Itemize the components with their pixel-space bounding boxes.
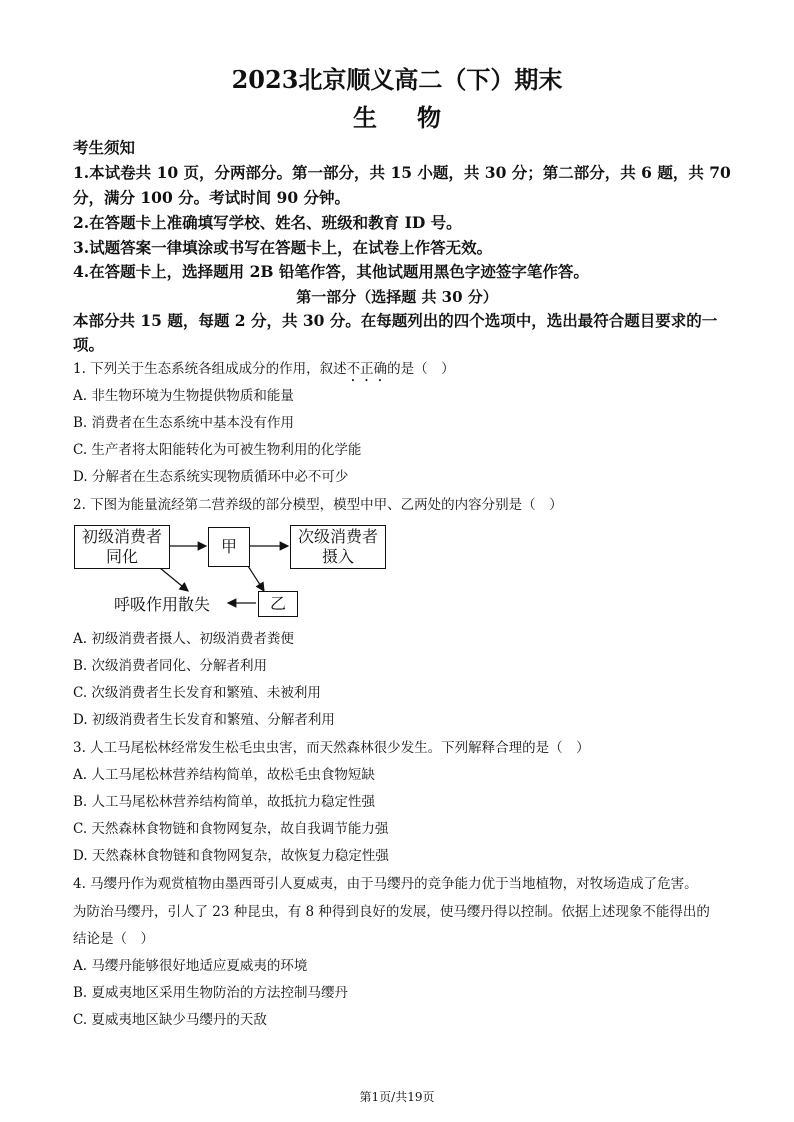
question-4-stem: 结论是（ ） bbox=[73, 931, 154, 947]
exam-title: 2023北京顺义高二（下）期末 bbox=[231, 65, 563, 94]
option-d: D. 初级消费者生长发育和繁殖、分解者利用 bbox=[73, 712, 335, 728]
option-a: A. 初级消费者摄人、初级消费者粪便 bbox=[73, 631, 294, 647]
option-a: A. 人工马尾松林营养结构简单，故松毛虫食物短缺 bbox=[73, 767, 375, 783]
question-1-stem bbox=[73, 357, 455, 385]
box-label: 乙 bbox=[269, 594, 286, 613]
box-primary-consumer-assimilation bbox=[74, 525, 170, 569]
arrow-a-to-resp bbox=[160, 568, 188, 591]
option-b: B. 人工马尾松林营养结构简单，故抵抗力稳定性强 bbox=[73, 794, 376, 810]
question-2-stem: 2. 下图为能量流经第二营养级的部分模型，模型中甲、乙两处的内容分别是（ ） bbox=[73, 497, 563, 513]
box-label: 摄入 bbox=[321, 547, 354, 566]
box-label: 甲 bbox=[220, 537, 237, 556]
option-a: A. 马缨丹能够很好地适应夏威夷的环境 bbox=[73, 958, 308, 974]
question-4-stem: 为防治马缨丹，引人了 23 种昆虫，有 8 种得到良好的发展，使马缨丹得以控制。依据上述现象不能得出的 bbox=[73, 904, 710, 920]
section-intro: 本部分共 15 题，每题 2 分，共 30 分。在每题列出的四个选项中，选出最符合题目要求的一 bbox=[73, 311, 718, 330]
arrow-jia-to-yi bbox=[248, 566, 264, 591]
option-d: D. 分解者在生态系统实现物质循环中必不可少 bbox=[73, 469, 349, 485]
question-3-stem: 3. 人工马尾松林经常发生松毛虫虫害，而天然森林很少发生。下列解释合理的是（ ） bbox=[73, 740, 590, 756]
subject-title: 生物 bbox=[353, 103, 481, 132]
option-b: B. 次级消费者同化、分解者利用 bbox=[73, 658, 268, 674]
box-yi bbox=[258, 591, 298, 617]
question-4-stem: 4. 马缨丹作为观赏植物由墨西哥引人夏威夷，由于马缨丹的竞争能力优于当地植物，对牧场造成了危害。 bbox=[73, 876, 698, 892]
option-a: A. 非生物环境为生物提供物质和能量 bbox=[73, 388, 294, 404]
box-label: 初级消费者 bbox=[81, 527, 162, 546]
section-title: 第一部分（选择题 共 30 分） bbox=[296, 288, 498, 306]
option-b: B. 消费者在生态系统中基本没有作用 bbox=[73, 415, 295, 431]
option-c: C. 生产者将太阳能转化为可被生物利用的化学能 bbox=[73, 442, 362, 458]
option-c: C. 天然森林食物链和食物网复杂，故自我调节能力强 bbox=[73, 821, 389, 837]
box-label: 次级消费者 bbox=[297, 527, 378, 546]
stem-text: 1. 下列关于生态系统各组成成分的作用，叙述 bbox=[73, 361, 347, 377]
page-number: 第1页/共19页 bbox=[359, 1090, 435, 1104]
option-b: B. 夏威夷地区采用生物防治的方法控制马缨丹 bbox=[73, 985, 349, 1001]
notice-line: 4.在答题卡上，选择题用 2B 铅笔作答，其他试题用黑色字迹签字笔作答。 bbox=[73, 262, 589, 281]
option-d: D. 天然森林食物链和食物网复杂，故恢复力稳定性强 bbox=[73, 848, 389, 864]
option-c: C. 次级消费者生长发育和繁殖、未被利用 bbox=[73, 685, 321, 701]
notice-line: 分，满分 100 分。考试时间 90 分钟。 bbox=[73, 188, 351, 207]
box-secondary-consumer-intake bbox=[290, 525, 386, 569]
notice-line: 1.本试卷共 10 页，分两部分。第一部分，共 15 小题，共 30 分；第二部分，共 6 题，共 70 bbox=[73, 163, 731, 182]
option-c: C. 夏威夷地区缺少马缨丹的天敌 bbox=[73, 1012, 267, 1028]
box-label: 同化 bbox=[105, 547, 138, 566]
box-jia bbox=[208, 527, 250, 567]
respiration-label: 呼吸作用散失 bbox=[114, 595, 211, 614]
section-intro: 项。 bbox=[73, 335, 105, 354]
notice-line: 2.在答题卡上准确填写学校、姓名、班级和教育 ID 号。 bbox=[73, 213, 462, 232]
stem-text: 的是（ ） bbox=[387, 361, 455, 377]
notice-heading: 考生须知 bbox=[73, 138, 136, 157]
emphasis-text: 不正确 bbox=[346, 361, 388, 377]
notice-line: 3.试题答案一律填涂或书写在答题卡上，在试卷上作答无效。 bbox=[73, 238, 493, 257]
